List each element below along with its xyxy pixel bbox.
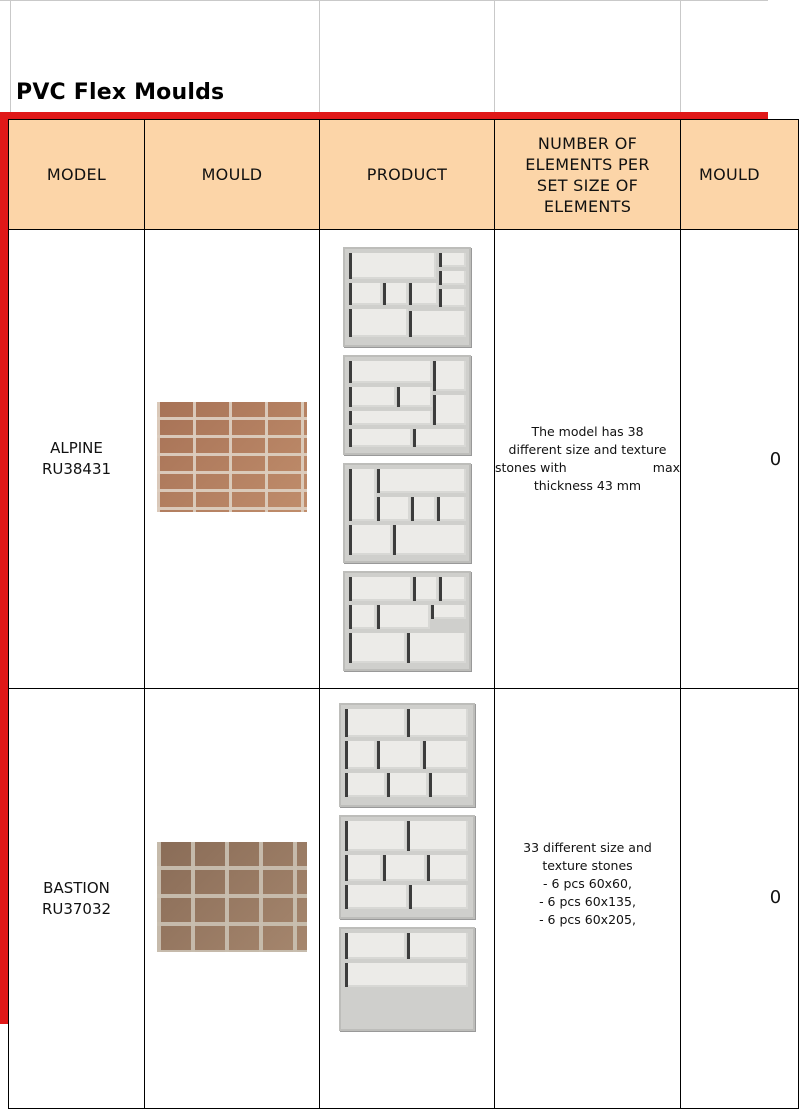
product-panel-image <box>339 815 475 919</box>
grid-line <box>680 0 681 112</box>
description-line <box>495 459 680 477</box>
price-cell-partial: 0 <box>681 230 799 689</box>
model-code: RU37032 <box>41 899 112 918</box>
grid-line <box>319 0 320 112</box>
header-elements-line: NUMBER OF <box>537 133 638 153</box>
product-panel-image <box>339 927 475 1031</box>
table-row <box>9 230 799 689</box>
description-line: 33 different size and <box>523 840 652 855</box>
model-name: BASTION <box>43 878 110 897</box>
product-panel-image <box>343 463 471 563</box>
grid-line <box>0 0 768 1</box>
description-line: - 6 pcs 60x60, <box>543 876 632 891</box>
red-frame-top <box>0 112 768 119</box>
mould-cell <box>145 689 320 1109</box>
model-code: RU38431 <box>41 460 112 478</box>
mould-cell <box>145 230 320 689</box>
header-mould-partial: MOULD <box>681 120 799 230</box>
product-panel-image <box>343 571 471 671</box>
header-model: MODEL <box>9 120 145 230</box>
grid-line <box>494 0 495 112</box>
header-product: PRODUCT <box>320 120 495 230</box>
product-cell <box>320 689 495 1109</box>
header-elements-line: SET SIZE OF <box>536 175 639 195</box>
price-table <box>8 119 799 1109</box>
model-cell <box>9 230 145 689</box>
description-line: - 6 pcs 60x135, <box>539 894 636 909</box>
description-line: different size and texture <box>508 442 667 457</box>
table-row <box>9 689 799 1109</box>
description-line: - 6 pcs 60x205, <box>539 912 636 927</box>
product-panel-image <box>343 355 471 455</box>
sheet-title: PVC Flex Moulds <box>16 80 225 105</box>
product-panel-image <box>339 703 475 807</box>
grid-line <box>10 0 11 112</box>
header-elements-line: ELEMENTS PER <box>525 154 650 174</box>
red-frame-left <box>0 112 8 1024</box>
description-cell <box>495 689 681 1109</box>
model-cell <box>9 689 145 1109</box>
description-fragment: stones with <box>495 460 567 475</box>
description-line: The model has 38 <box>531 424 644 439</box>
mould-stone-image <box>157 842 307 952</box>
product-panel-image <box>343 247 471 347</box>
product-cell <box>320 230 495 689</box>
header-elements-line: ELEMENTS <box>543 196 632 216</box>
header-row <box>9 120 799 230</box>
header-elements <box>495 120 681 230</box>
price-cell-partial: 0 <box>681 689 799 1109</box>
description-line: thickness 43 mm <box>533 478 642 493</box>
model-name: ALPINE <box>50 439 103 457</box>
description-fragment: max <box>652 460 680 475</box>
mould-brick-image <box>157 402 307 512</box>
header-mould: MOULD <box>145 120 320 230</box>
description-line: texture stones <box>542 858 633 873</box>
description-cell <box>495 230 681 689</box>
